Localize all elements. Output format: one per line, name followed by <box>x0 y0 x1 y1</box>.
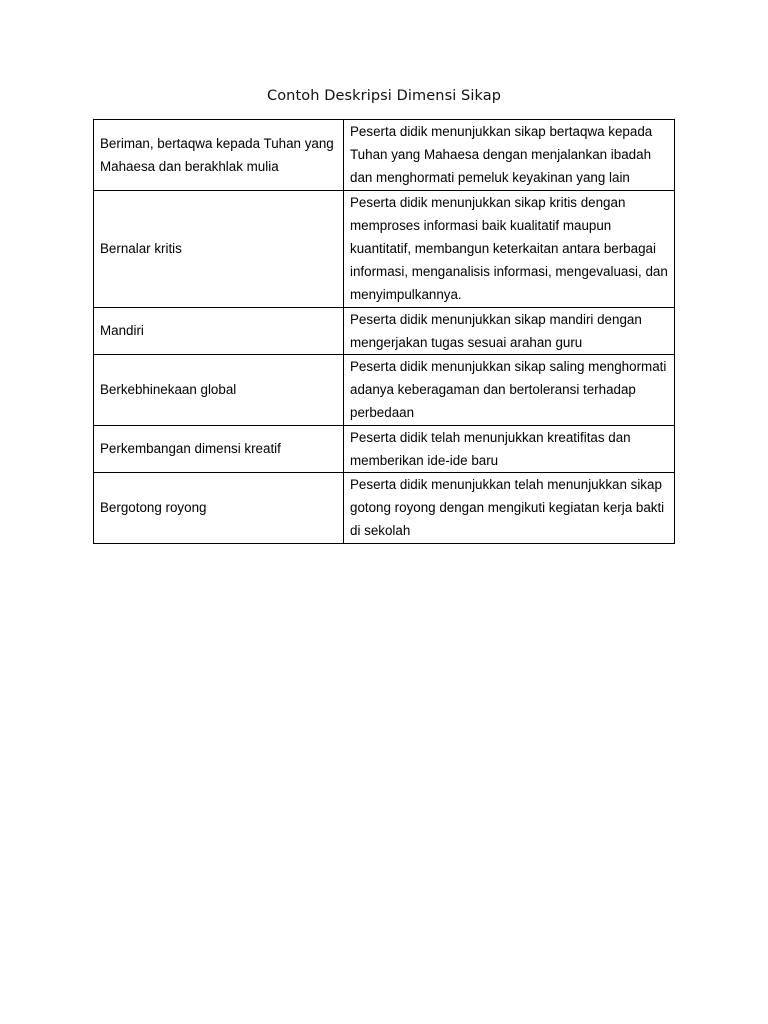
deskripsi-cell: Peserta didik menunjukkan sikap kritis dengan memproses informasi baik kualitatif maupun kuantitatif, membangun keterkaitan antara berbagai informasi, menganalisis informasi, mengevaluasi, dan menyimpulkannya. <box>344 190 675 307</box>
table-row <box>94 473 675 544</box>
dimensi-cell: Berkebhinekaan global <box>94 355 344 426</box>
table-row <box>94 307 675 354</box>
dimensi-cell: Beriman, bertaqwa kepada Tuhan yang Mahaesa dan berakhlak mulia <box>94 120 344 191</box>
dimensi-cell: Bergotong royong <box>94 473 344 544</box>
table-row <box>94 190 675 307</box>
deskripsi-cell: Peserta didik menunjukkan sikap bertaqwa kepada Tuhan yang Mahaesa dengan menjalankan ibadah dan menghormati pemeluk keyakinan yang lain <box>344 120 675 191</box>
deskripsi-cell: Peserta didik menunjukkan sikap saling menghormati adanya keberagaman dan bertoleransi terhadap perbedaan <box>344 355 675 426</box>
page-title: Contoh Deskripsi Dimensi Sikap <box>266 88 502 104</box>
dimensi-cell: Perkembangan dimensi kreatif <box>94 425 344 472</box>
deskripsi-cell: Peserta didik menunjukkan telah menunjukkan sikap gotong royong dengan mengikuti kegiatan kerja bakti di sekolah <box>344 473 675 544</box>
table-row <box>94 120 675 191</box>
deskripsi-cell: Peserta didik menunjukkan sikap mandiri dengan mengerjakan tugas sesuai arahan guru <box>344 307 675 354</box>
deskripsi-cell: Peserta didik telah menunjukkan kreatifitas dan memberikan ide-ide baru <box>344 425 675 472</box>
dimensi-sikap-table <box>93 119 675 544</box>
table-row <box>94 355 675 426</box>
dimensi-cell: Mandiri <box>94 307 344 354</box>
dimensi-cell: Bernalar kritis <box>94 190 344 307</box>
table-row <box>94 425 675 472</box>
